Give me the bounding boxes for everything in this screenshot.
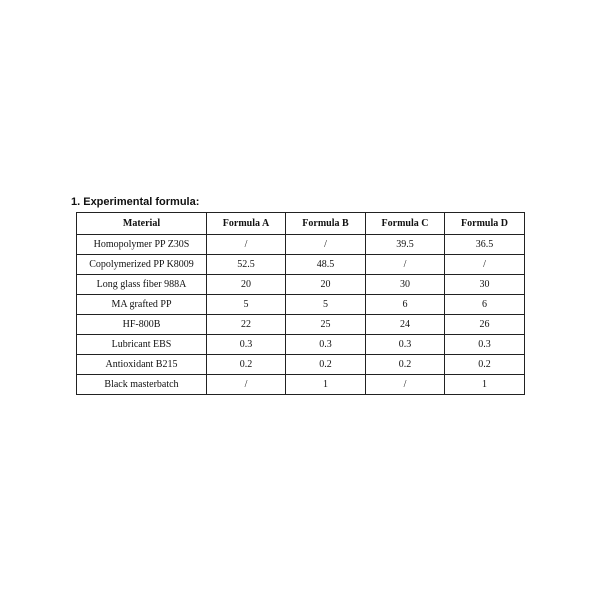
material-cell: Copolymerized PP K8009	[77, 255, 207, 275]
table-cell: /	[366, 255, 445, 275]
table-cell: /	[366, 375, 445, 395]
table-cell: 30	[445, 275, 525, 295]
table-cell: 0.2	[286, 355, 366, 375]
table-row	[77, 275, 525, 295]
table-cell: 0.3	[366, 335, 445, 355]
table-cell: 26	[445, 315, 525, 335]
table-cell: 22	[207, 315, 286, 335]
table-cell: 39.5	[366, 235, 445, 255]
table-cell: 36.5	[445, 235, 525, 255]
table-cell: 0.2	[366, 355, 445, 375]
table-header-row	[77, 213, 525, 235]
table-cell: 6	[445, 295, 525, 315]
table-row	[77, 235, 525, 255]
table-cell: 25	[286, 315, 366, 335]
table-cell: 20	[286, 275, 366, 295]
section-heading: 1. Experimental formula:	[71, 196, 200, 208]
table-row	[77, 375, 525, 395]
table-row	[77, 315, 525, 335]
material-cell: Homopolymer PP Z30S	[77, 235, 207, 255]
table-cell: 30	[366, 275, 445, 295]
table-cell: 0.3	[445, 335, 525, 355]
table-cell: 20	[207, 275, 286, 295]
table-cell: /	[207, 235, 286, 255]
table-row	[77, 355, 525, 375]
table-cell: 0.2	[445, 355, 525, 375]
header-formula-d: Formula D	[445, 213, 525, 235]
table-row	[77, 295, 525, 315]
material-cell: Long glass fiber 988A	[77, 275, 207, 295]
table-cell: 0.3	[286, 335, 366, 355]
table-cell: 5	[286, 295, 366, 315]
table-row	[77, 335, 525, 355]
table-cell: /	[207, 375, 286, 395]
table-cell: 5	[207, 295, 286, 315]
table-row	[77, 255, 525, 275]
table-cell: /	[286, 235, 366, 255]
table-cell: 6	[366, 295, 445, 315]
table-cell: 48.5	[286, 255, 366, 275]
table-cell: /	[445, 255, 525, 275]
material-cell: MA grafted PP	[77, 295, 207, 315]
formula-table	[76, 212, 525, 395]
header-formula-a: Formula A	[207, 213, 286, 235]
material-cell: HF-800B	[77, 315, 207, 335]
material-cell: Antioxidant B215	[77, 355, 207, 375]
material-cell: Black masterbatch	[77, 375, 207, 395]
header-formula-b: Formula B	[286, 213, 366, 235]
table-cell: 1	[286, 375, 366, 395]
table-cell: 1	[445, 375, 525, 395]
header-formula-c: Formula C	[366, 213, 445, 235]
table-cell: 24	[366, 315, 445, 335]
material-cell: Lubricant EBS	[77, 335, 207, 355]
table-cell: 52.5	[207, 255, 286, 275]
table-cell: 0.3	[207, 335, 286, 355]
header-material: Material	[77, 213, 207, 235]
table-cell: 0.2	[207, 355, 286, 375]
